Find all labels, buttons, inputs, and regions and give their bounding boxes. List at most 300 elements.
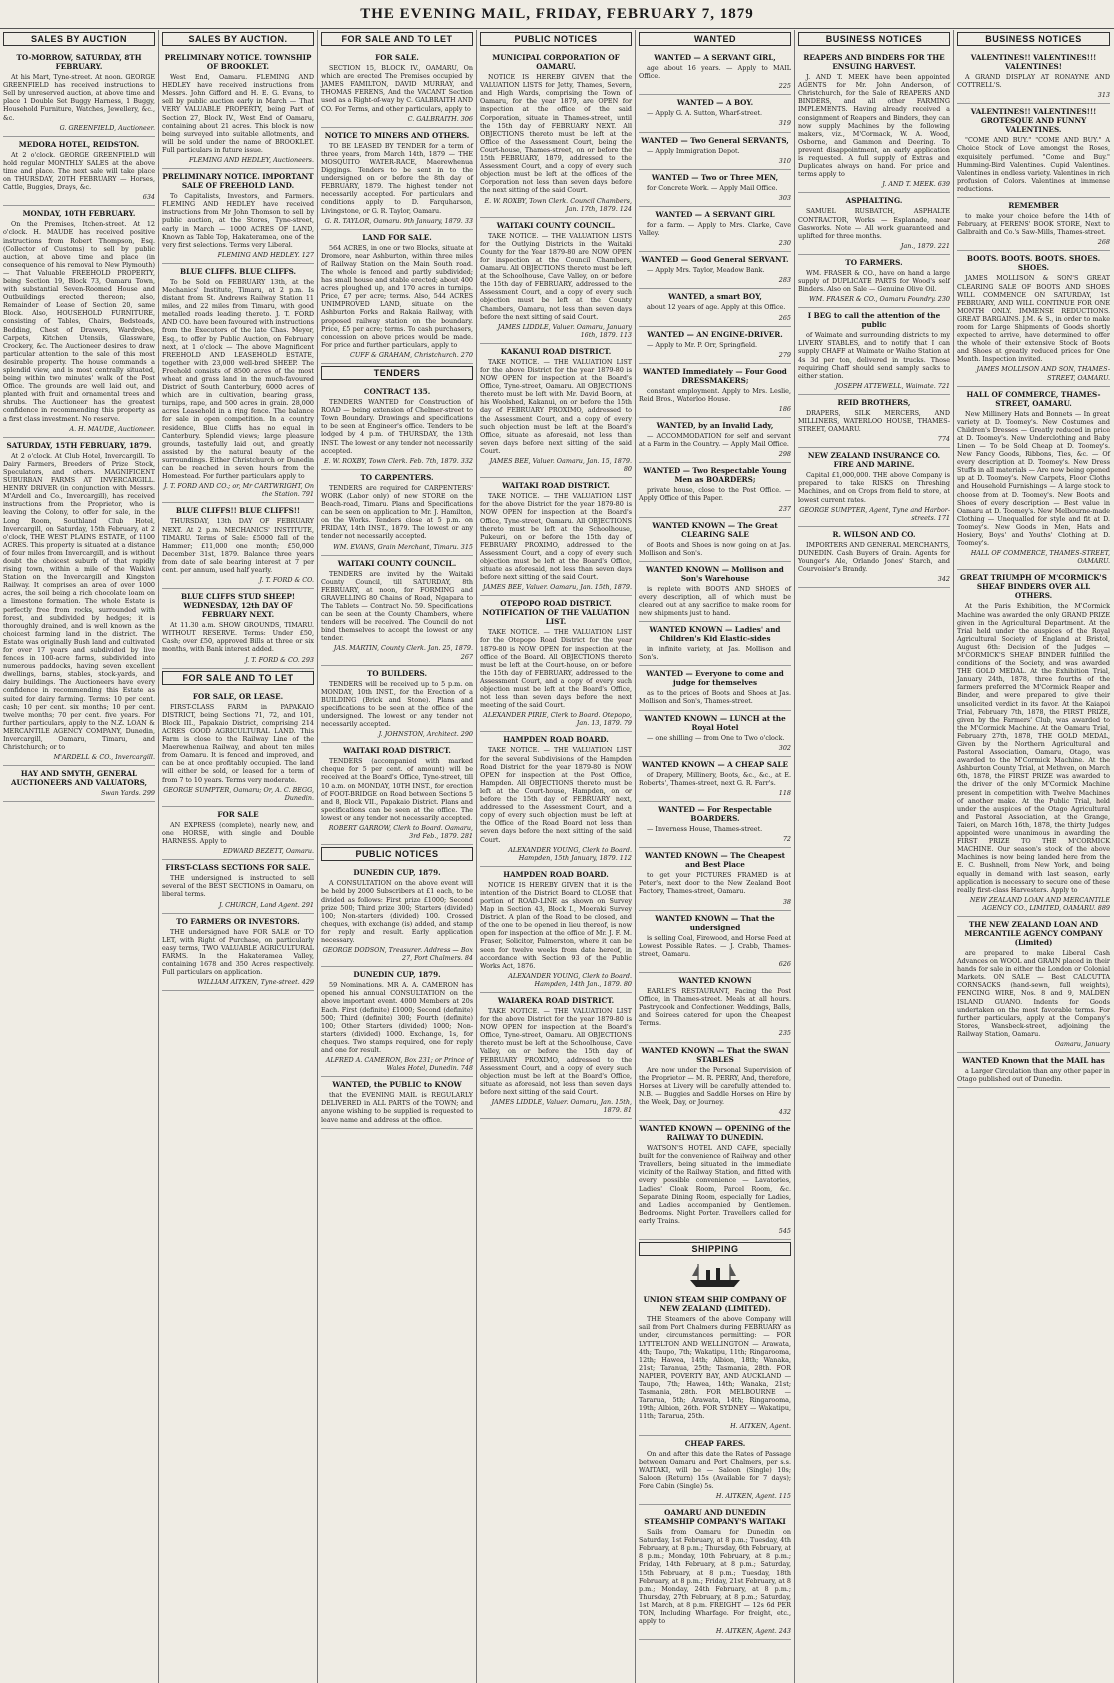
ad-body: EARLE'S RESTAURANT, Facing the Post Office, in Thames-street. Meals at all hours. Pastrycook and Confectioner. Weddings, Balls, and Soirees catered for upon the Cheapest Terms. <box>639 986 791 1028</box>
ad-title: DUNEDIN CUP, 1879. <box>353 970 441 980</box>
ad-title: WANTED KNOWN — LUNCH at the Royal Hotel <box>644 713 786 732</box>
advertisement <box>162 807 314 860</box>
section-header: SALES BY AUCTION <box>3 32 155 46</box>
advertisement <box>3 137 155 207</box>
ad-title: HALL OF COMMERCE, THAMES-STREET, OAMARU. <box>966 389 1101 408</box>
ad-title: TO CARPENTERS. <box>360 472 434 482</box>
ad-title: HAMPDEN ROAD BOARD. <box>503 735 609 745</box>
ad-title: REID BROTHERS, <box>837 397 911 407</box>
ad-signature: E. W. ROXBY, Town Clerk. Council Chambers, Jan. 17th, 1879. 124 <box>484 196 632 213</box>
ad-title: FIRST-CLASS SECTIONS FOR SALE. <box>165 863 311 873</box>
advertisement <box>3 766 155 802</box>
advertisement <box>798 193 950 254</box>
ad-signature: H. AITKEN, Agent. <box>730 1422 791 1431</box>
ad-title: KAKANUI ROAD DISTRICT. <box>500 346 612 356</box>
ad-title: WANTED KNOWN <box>678 975 752 985</box>
ad-body: private house, close to the Post Office. — Apply Office of this Paper. <box>639 486 791 503</box>
ad-body: TENDERS WANTED for Construction of ROAD — being extension of Chelmer-street to Town Boundary. Drawings and specifications to be seen at Engineer's office. Tenders to be lodged by 4 p.m. of THURSDAY, the 13th INST. The lowest or any tender not necessarily accepted. <box>321 398 473 455</box>
advertisement <box>162 169 314 264</box>
ad-body: On and after this date the Rates of Passage between Oamaru and Port Chalmers, per s.s. WAITAKI, will be — Saloon (Single) 10s; Saloon (Return) 15s (Available for 7 days); Fore Cabin (Single) 5s. <box>639 1449 791 1490</box>
ad-body: — Inverness House, Thames-street. <box>647 825 763 834</box>
ad-body: of Boots and Shoes is now going on at Jas. Mollison and Son's. <box>639 540 791 557</box>
ad-title: WAITAKI ROAD DISTRICT. <box>343 746 451 756</box>
ad-signature: FLEMING AND HEDLEY. 127 <box>217 250 314 259</box>
section-header: BUSINESS NOTICES <box>798 32 950 46</box>
ad-title: WANTED — A SERVANT GIRL, <box>654 53 776 63</box>
advertisement <box>321 1077 473 1128</box>
ad-body: TAKE NOTICE. — THE VALUATION LIST for the Otepopo Road District for the year 1879-80 is NOW OPEN for inspection at the office of the Board. All OBJECTIONS thereto must be left at the Court-house, on or before the 15th day of FEBRUARY, addressed to the Assessment Court, and a copy of every such objection must be left at the Board's Office, not less than seven days before the next meeting of the said Court. <box>480 628 632 710</box>
advertisement <box>639 711 791 757</box>
ad-title: BOOTS. BOOTS. BOOTS. SHOES. SHOES. <box>966 254 1101 273</box>
ad-body: as to the prices of Boots and Shoes at Jas. Mollison and Son's, Thames-street. <box>639 689 791 706</box>
ad-body: DRAPERS, SILK MERCERS, AND MILLINERS, WATERLOO HOUSE, THAMES-STREET, OAMARU. <box>798 408 950 434</box>
ad-title: BLUE CLIFFS!! BLUE CLIFFS!! <box>175 506 301 516</box>
ad-body: SECTION 15, BLOCK IV., OAMARU, On which are erected The Premises occupied by JAMES FAMILTON, DAVID MURRAY, and THOMAS FERENS, And the VACANT Section used as a Right-of-way by C. GALBRAITH AND CO. For Terms, and other particulars, apply to <box>321 64 473 113</box>
ad-body: to make your choice before the 14th of February, at FERENS' BOOK STORE, Next to Galbraith and Co.'s Saw-Mills, Thames-street. <box>957 212 1110 237</box>
ad-signature: 279 <box>778 350 791 359</box>
ad-signature: JAS. MARTIN, County Clerk. Jan. 25, 1879. 267 <box>333 644 473 661</box>
advertisement <box>639 562 791 622</box>
ad-title: WANTED — A SERVANT GIRL <box>655 209 775 219</box>
advertisement <box>957 387 1110 571</box>
ad-body: THE Steamers of the above Company will sail from Port Chalmers during FEBRUARY as under, circumstances permitting: — FOR LYTTELTON AND WELLINGTON — Arawata, 4th; Taupo, 7th; Wakatipu, 11th; Ringarooma, 12th; Hawea, 14th; Albion, 18th; Wanaka, 21st; Taranua, 25th; Tasmania, 28th. FOR NAPIER, POVERTY BAY, AND AUCKLAND — Taupo, 7th; Hawea, 14th; Wanaka, 21st; Tasmania, 28th. FOR MELBOURNE — Tararua, 5th; Arawata, 14th; Ringarooma, 19th; Albion, 26th. FOR SYDNEY — Wakatipu, 11th; Tararua, 25th. <box>639 1315 791 1421</box>
steamship-icon <box>686 1260 744 1290</box>
advertisement <box>162 503 314 589</box>
ad-body: to get your PICTURES FRAMED is at Peter's, next door to the New Zealand Boot Factory, Thames-street, Oamaru. <box>639 871 791 896</box>
ad-title: WAITAKI ROAD DISTRICT. <box>502 481 610 491</box>
ad-title: I BEG to call the attention of the public <box>807 311 941 330</box>
advertisement <box>639 911 791 973</box>
advertisement <box>639 133 791 170</box>
ad-title: WANTED — For Respectable BOARDERS. <box>658 805 772 824</box>
ad-body: Sails from Oamaru for Dunedin on Saturday, 1st February, at 8 p.m.; Tuesday, 4th February, at 8 p.m.; Thursday, 6th February, at 8 p.m.; Monday, 10th February, at 8 p.m.; Friday, 14th February, at 8 p.m.; Saturday, 15th February, at 8 p.m.; Tuesday, 18th February, at 8 p.m.; Friday, 21st February, at 8 p.m.; Monday, 24th February, at 8 p.m.; Thursday, 27th February, at 8 p.m.; Saturday, 1st March, at 8 p.m. FREIGHT — 12s 6d PER TON, Including Wharfage. For freight, etc., apply to <box>639 1528 791 1626</box>
ad-signature: WM. FRASER & CO., Oamaru Foundry. 230 <box>809 295 950 304</box>
ad-body: TENDERS (accompanied with marked cheque for 5 per cent. of amount) will be received at the Board's Office, Tyne-street, till 10 a.m. on MONDAY, 10TH INST., for erection of FOOT-BRIDGE on Road between Sections 5 and 8, Block VII., Papakaio District. Plans and specifications can be seen at the office. The lowest or any tender not necessarily accepted. <box>321 757 473 822</box>
ad-title: WANTED KNOWN — The Great CLEARING SALE <box>652 520 778 539</box>
ad-signature: 237 <box>778 504 791 513</box>
ad-title: WANTED, the PUBLIC to KNOW <box>332 1080 462 1090</box>
ad-signature: H. AITKEN, Agent. 115 <box>715 1492 791 1500</box>
ad-body: for Concrete Work. — Apply Mail Office. <box>647 183 778 192</box>
ad-body: J. AND T. MEEK have been appointed AGENTS for Mr. John Anderson, of Christchurch, for the Sale of REAPERS AND BINDERS, and all other FARMING IMPLEMENTS. Having already received a consignment of Reapers and Binders, they can now supply Machines by the following makers, viz., M'Cormack, W. A. Wood, Osborne, and Gammon and Deering. To prevent disappointment, an early application is requested. A full supply of Extras and Duplicates always on hand. For price and terms apply to <box>798 73 950 179</box>
ad-title: OTEPOPO ROAD DISTRICT. NOTIFICATION OF THE VALUATION LIST. <box>482 599 630 627</box>
ad-body: in infinite variety, at Jas. Mollison and Son's. <box>639 645 791 662</box>
ad-signature: JAMES BEE, Valuer. Oamaru, Jan. 15, 1879. 80 <box>489 457 632 474</box>
advertisement <box>957 251 1110 386</box>
ad-signature: ROBERT GARROW, Clerk to Board. Oamaru, 3rd Feb., 1879. 281 <box>328 824 473 841</box>
advertisement <box>321 967 473 1077</box>
ad-body: West End, Oamaru. FLEMING AND HEDLEY have received instructions from Messrs. John Gifford and H. E. G. Evans, to sell by public auction early in March — That VERY VALUABLE PROPERTY, being Part of Section 27, Block IV., West End of Oamaru, containing about 21 acres. This block is now being surveyed into suitable allotments, and will be sold under the name of BROOKLET. Full particulars in future issue. <box>162 73 314 154</box>
advertisement <box>639 289 791 326</box>
ad-signature: A. H. MAUDE, Auctioneer. <box>69 424 155 433</box>
ad-signature: 302 <box>778 743 791 752</box>
advertisement <box>798 255 950 308</box>
ad-body: is replete with BOOTS AND SHOES of every description, all of which must be cleared out at any sacrifice to make room for new shipments just to hand. <box>639 584 791 618</box>
ad-title: HAY AND SMYTH, GENERAL AUCTIONEERS AND VALUATORS, <box>10 769 148 788</box>
ad-signature: 774 <box>937 435 950 444</box>
advertisement <box>480 478 632 596</box>
advertisement <box>480 344 632 478</box>
advertisement <box>321 470 473 556</box>
ad-title: BLUE CLIFFS. BLUE CLIFFS. <box>179 266 297 276</box>
advertisement <box>162 589 314 668</box>
ad-title: MEDORA HOTEL, REIDSTON. <box>18 139 140 149</box>
ad-body: a Larger Circulation than any other paper in Otago published out of Dunedin. <box>957 1067 1110 1084</box>
advertisement <box>639 973 791 1043</box>
ad-title: WANTED — Good General SERVANT. <box>641 255 789 265</box>
ad-title: R. WILSON AND CO. <box>832 529 916 539</box>
ad-title: REMEMBER <box>1008 201 1059 211</box>
ad-title: TO BUILDERS. <box>367 668 427 678</box>
ad-body: TO BE LEASED BY TENDER for a term of three years, from March 14th, 1879 — THE MOSQUITO WATER-RACE, Maerewhenua Diggings. Tenders to be sent in to the undersigned on or before the 8th day of FEBRUARY, 1879. The highest tender not necessarily accepted. For particulars and conditions apply to D. Farquharson, Livingstone, or G. R. Taylor, Oamaru. <box>321 141 473 215</box>
ad-title: FOR SALE <box>217 809 259 819</box>
ad-body: TENDERS are required for CARPENTERS' WORK (Labor only) of new STORE on the Beach-road, Timaru. Plans and Specifications can be seen on application to Mr. J. Hamilton, on the Works. Tenders close at 5 p.m. on FRIDAY, 14th INST., 1879. The lowest or any tender not necessarily accepted. <box>321 483 473 541</box>
ad-signature: JAMES LIDDLE, Valuer. Oamaru, January 16th, 1879. 113 <box>497 322 632 339</box>
ad-body: 59 Nominations. MR A. A. CAMERON has opened his annual CONSULTATION on the above important event. 4000 Members at 20s Each. First (definite) £1000; Second (definite) 500; Third (definite) 300; Fourth (definite) 100; Other Starters (divided) 1000; Non-starters (divided) 1000. Exchange, 1s, for cheques. Two stamps required, one for reply and one for result. <box>321 981 473 1054</box>
section-header: SHIPPING <box>639 1242 791 1256</box>
ad-title: WANTED — Two General SERVANTS, <box>641 135 789 145</box>
ad-body: is selling Coal, Firewood, and Horse Feed at Lowest Possible Rates. — J. Crabb, Thames-street, Oamaru. <box>639 933 791 958</box>
ad-title: ASPHALTING. <box>845 196 903 206</box>
column-3 <box>318 30 477 1683</box>
ad-body: age about 16 years. — Apply to MAIL Office. <box>639 64 791 81</box>
advertisement <box>3 50 155 137</box>
column-1 <box>0 30 159 1683</box>
ad-body: At 2 o'clock. At Club Hotel, Invercargill. To Dairy Farmers, Breeders of Prize Stock, Speculators, and others. MAGNIFICENT SUBURBAN FARMS AT INVERCARGILL. HENRY DRIVER (in conjunction with Messrs. M'Ardell and Co., Invercargill), has received instructions from the Proprietor, who is leaving the Colony, to offer for sale, in the Long Room, Southland Club Hotel, Invercargill, on Saturday, 15th February, at 2 o'clock, THE WEST PLAINS ESTATE, of 1100 ACRES. This property is situated at a distance of four miles from Invercargill, and is without doubt the choicest suburb of that rapidly rising town, within a mile of the Waikiwi Station on the Invercargill and Kingston Railway. It comprises an area of over 1000 acres, the soil being a rich chocolate loam on a limestone formation. The whole Estate is perfectly free from rocks, surrounded with forest, and subdivided by hedges; it is thoroughly drained, and is well known as the choicest farming land in the district. The Estate was originally Bush land and cultivated for over 17 years and subdivided by live fences in 100-acre farms, subdivided into numerous paddocks, having seven excellent dwellings, barns, stables, stock-yards, and dairy buildings. The Auctioneers have every confidence in recommending this Estate as suited for dairy farming. Terms: 10 per cent. cash; 10 per cent. six months; 10 per cent. twelve months; 70 per cent. five years. For further particulars, apply to the N.Z. LOAN & MERCANTILE AGENCY COMPANY, Dunedin, Invercargill, Oamaru, Timaru, and Christchurch; or to <box>3 451 155 752</box>
ad-title: WANTED KNOWN — OPENING of the RAILWAY TO DUNEDIN. <box>639 1124 791 1143</box>
ad-title: WAITAKI COUNTY COUNCIL. <box>337 558 457 568</box>
advertisement <box>639 1505 791 1640</box>
column-7 <box>954 30 1113 1683</box>
ad-signature: 118 <box>778 788 791 797</box>
section-header: TENDERS <box>321 366 473 380</box>
ad-signature: WILLIAM AITKEN, Tyne-street. 429 <box>197 978 314 987</box>
ad-signature: EDWARD BEZETT, Oamaru. <box>223 847 314 856</box>
ad-signature: WM. EVANS, Grain Merchant, Timaru. 315 <box>333 542 473 551</box>
ad-body: At his Mart, Tyne-street. At noon. GEORGE GREENFIELD has received instructions to Sell by unreserved auction, at above time and place 1 Double Set Buggy Harness, 1 Buggy, Household Furniture, Watches, Jewellery, &c., &c. <box>3 73 155 122</box>
masthead: THE EVENING MAIL, FRIDAY, FEBRUARY 7, 1879 <box>0 0 1114 29</box>
ad-title: WANTED, a smart BOY, <box>668 292 762 302</box>
column-5 <box>636 30 795 1683</box>
advertisement <box>798 527 950 588</box>
advertisement <box>480 993 632 1119</box>
advertisement <box>480 596 632 732</box>
ad-signature: 298 <box>778 450 791 459</box>
ad-signature: E. W. ROXBY, Town Clerk. Feb. 7th, 1879. 332 <box>323 456 473 465</box>
ad-signature: 310 <box>778 156 791 165</box>
ad-signature: 545 <box>778 1227 791 1236</box>
ad-title: WANTED Known that the MAIL has <box>962 1056 1105 1066</box>
ad-title: TO FARMERS OR INVESTORS. <box>176 916 300 926</box>
ad-signature: 313 <box>1097 91 1110 100</box>
advertisement <box>3 438 155 767</box>
advertisement <box>480 732 632 866</box>
ad-title: WANTED KNOWN — Mollison and Son's Warehouse <box>646 564 784 583</box>
ad-body: WATSON'S HOTEL AND CAFE, specially built for the convenience of Railway and other Travellers, being situated in the immediate vicinity of the Railway Station, and fitted with every possible convenience — Lavatories, Ladies' Cloak Room, Parcel Room, &c. Separate Dining Room, especially for Ladies, and Ladies accompanied by Gentlemen. Bedrooms. Night Porter. Travellers called for early Trains. <box>639 1144 791 1225</box>
ad-body: of Waimate and surrounding districts to my LIVERY STABLES, and to notify that I can supply CHAFF at Waimate or Waiho Station at 4s 3d per ton, delivered in trucks. Those requiring Chaff should send samply sacks to either station. <box>798 331 950 380</box>
ad-signature: J. AND T. MEEK. 639 <box>882 180 950 189</box>
column-4 <box>477 30 636 1683</box>
ad-title: HAMPDEN ROAD BOARD. <box>503 869 609 879</box>
ad-signature: ALEXANDER PIRIE, Clerk to Board. Otepopo, Jan. 13, 1879. 79 <box>483 711 632 728</box>
ad-body: Are now under the Personal Supervision of the Proprietor — M. R. PERRY, And, therefore, Horses at Livery will be carefully attended to. N.B. — Buggies and Saddle Horses on Hire by the Week, Day, or Journey. <box>639 1065 791 1106</box>
ad-body: constant employment. Apply to Mrs. Leslie, Reid Bros., Waterloo House. <box>639 386 791 403</box>
ad-body: — ACCOMMODATION for self and servant at a Farm in the Country. — Apply Mail Office. <box>639 432 791 449</box>
ad-title: WAITAKI COUNTY COUNCIL. <box>496 220 616 230</box>
ad-title: WANTED, by an Invalid Lady, <box>656 421 774 431</box>
ad-body: 564 ACRES, in one or two Blocks, situate at Dromore, near Ashburton, within three miles of Railway Station on the Main South road. The whole is fenced and partly subdivided; has small house and stable erected; about 400 acres ploughed up, and 170 acres in turnips. Price, £7 per acre; terms. Also, 544 ACRES UNIMPROVED LAND, situate on the Ashburton Forks and Rakaia Railway, with proposed railway station on the boundary. Price, £5 per acre; terms. To cash purchasers, concession on above prices would be made. For price and further particulars, apply to <box>321 243 473 349</box>
ad-body: — one shilling — from One to Two o'clock. <box>647 733 785 742</box>
ad-title: WANTED KNOWN — That the undersigned <box>655 913 775 932</box>
section-header: PUBLIC NOTICES <box>480 32 632 46</box>
advertisement <box>639 848 791 910</box>
ad-body: A CONSULTATION on the above event will be held by 2000 Subscribers at £1 each, to be divided as follows: First prize £1000; Second prize 500; Third prize 300; Starters (divided) 100; Non-starters (divided) 100. Crossed cheques, with exchange (is) added, and stamp for reply and result. Early application necessary. <box>321 879 473 944</box>
advertisement <box>639 50 791 95</box>
ad-title: BLUE CLIFFS STUD SHEEP! WEDNESDAY, 12th DAY OF FEBRUARY NEXT. <box>180 592 296 620</box>
advertisement <box>321 230 473 364</box>
ad-title: OAMARU AND DUNEDIN STEAMSHIP COMPANY'S WAITAKI <box>644 1508 786 1527</box>
ad-body: of Drapery, Millinery, Boots, &c., &c., at E. Roberts', Thames-street, next G. R. Farr's. <box>639 770 791 787</box>
ad-body: SAMUEL RUSBATCH, ASPHALTE CONTRACTOR, Works — Esplanade, near Gasworks. Note — All work guaranteed and uplifted for three months. <box>798 207 950 240</box>
ad-title: VALENTINES!! VALENTINES!!! VALENTINES! <box>970 53 1097 72</box>
ad-signature: 235 <box>778 1029 791 1038</box>
advertisement <box>639 207 791 252</box>
ad-signature: GEORGE DODSON, Treasurer. Address — Box 27, Port Chalmers. 84 <box>322 946 473 963</box>
advertisement <box>321 384 473 470</box>
advertisement <box>162 914 314 992</box>
ad-title: TO FARMERS. <box>845 257 903 267</box>
advertisement <box>798 395 950 448</box>
advertisement <box>639 252 791 289</box>
ad-title: DUNEDIN CUP, 1879. <box>353 868 441 878</box>
advertisement <box>639 757 791 802</box>
ad-signature: GEORGE SUMPTER, Oamaru; Or, A. C. BEGG, Dunedin. <box>163 785 314 802</box>
ad-signature: 268 <box>1097 238 1110 247</box>
ad-body: TAKE NOTICE. — THE VALUATION LIST for the above District for the year 1879-80 is NOW OPEN for inspection at the Board's Office, Tyne-street, Oamaru. All OBJECTIONS thereto must be left at the Schoolhouse, Pukeuri, on or before the 15th day of FEBRUARY PROXIMO, addressed to the Assessment Court, and a copy of every such objection must be left at the Board's Office, situate as aforesaid, not less than seven days before next sitting of the said Court. <box>480 492 632 582</box>
ad-signature: 72 <box>782 835 791 844</box>
section-header: SALES BY AUCTION. <box>162 32 314 46</box>
ad-body: TENDERS will be received up to 5 p.m. on MONDAY, 10th INST., for the Erection of a BUILDING (Brick and Stone). Plans and specifications to be seen at the office of the undersigned. The lowest or any tender not necessarily accepted. <box>321 679 473 729</box>
ad-signature: 319 <box>778 119 791 128</box>
column-6 <box>795 30 954 1683</box>
ad-body: To Capitalists, Investors, and Farmers. FLEMING AND HEDLEY have received instructions from Mr John Thomson to sell by public auction, at the Stores, Tyne-street, early in March — 1000 ACRES OF LAND, Known as Table Top, Hakateramea, one of the very first selections. Terms very Liberal. <box>162 192 314 249</box>
ad-body: THE undersigned is instructed to sell several of the BEST SECTIONS in Oamaru, on liberal terms. <box>162 874 314 899</box>
advertisement <box>480 218 632 344</box>
advertisement <box>798 50 950 193</box>
advertisement <box>480 867 632 993</box>
ad-title: LAND FOR SALE. <box>362 232 432 242</box>
ad-title: UNION STEAM SHIP COMPANY OF NEW ZEALAND (LIMITED). <box>643 1295 787 1314</box>
advertisement <box>798 308 950 395</box>
section-header: WANTED <box>639 32 791 46</box>
ad-title: WANTED — A BOY. <box>676 98 754 108</box>
ad-signature: 225 <box>778 82 791 91</box>
ad-signature: 342 <box>937 575 950 584</box>
advertisement <box>639 418 791 463</box>
ad-signature: Swan Yards. 299 <box>100 789 155 798</box>
ad-title: WANTED — AN ENGINE-DRIVER. <box>647 329 783 339</box>
ad-signature: FLEMING AND HEDLEY, Auctioneers. <box>188 156 314 165</box>
ad-body: TAKE NOTICE. — THE VALUATION LIST for the several Subdivisions of the Hampden Road District for the year 1879-80 is NOW OPEN for inspection at the Post Office, Hampden. All OBJECTIONS thereto must be left at the Court-house, Hampden, on or before the 15th day of FEBRUARY next, addressed to the Assessment Court, and a copy of every such objection must be left at the Office of the Road Board not less than seven days before the next sitting of the said Court. <box>480 746 632 844</box>
ad-body: AN EXPRESS (complete), nearly new, and one HORSE, with single and Double HARNESS. Apply to <box>162 820 314 846</box>
ad-title: MUNICIPAL CORPORATION OF OAMARU. <box>492 53 620 72</box>
advertisement <box>162 689 314 807</box>
ad-signature: C. GALBRAITH. 306 <box>407 114 473 123</box>
ad-signature: Oamaru, January <box>1054 1040 1110 1048</box>
ad-title: WANTED KNOWN — Ladies' and Children's Kid Elastic-sides <box>649 625 781 644</box>
ad-signature: ALEXANDER YOUNG, Clerk to Board. Hampden, 14th Jan., 1879. 80 <box>508 971 632 988</box>
ad-title: GREAT TRIUMPH OF M'CORMICK'S SHEAF BINDERS OVER ALL OTHERS. <box>960 573 1107 601</box>
ad-title: WANTED KNOWN — A CHEAP SALE <box>641 759 789 769</box>
advertisement <box>957 1053 1110 1088</box>
advertisement <box>3 206 155 437</box>
advertisement <box>321 743 473 845</box>
advertisement <box>957 198 1110 251</box>
ad-signature: 38 <box>782 897 791 906</box>
advertisement <box>639 802 791 848</box>
ad-signature: JOSEPH ATTEWELL, Waimate. 721 <box>835 381 950 390</box>
ad-signature: JAMES BEE, Valuer. Oamaru, Jan. 15th, 1879. <box>483 583 632 592</box>
columns-container <box>0 30 1114 1683</box>
ad-signature: NEW ZEALAND LOAN AND MERCANTILE AGENCY CO., LIMITED, OAMARU. 889 <box>969 895 1110 912</box>
ad-signature: 283 <box>778 276 791 285</box>
ad-signature: HALL OF COMMERCE, THAMES-STREET, OAMARU. <box>970 549 1110 566</box>
ad-body: TENDERS are invited by the Waitaki County Council, till SATURDAY, 8th FEBRUARY, at noon, for FORMING and GRAVELLING 80 Chains of Road, Ngapara to The Tablets — Contract No. 59. Specifications can be seen at the County Chambers, where tenders will be received. The Council do not bind themselves to accept the lowest or any tender. <box>321 569 473 643</box>
ad-title: WANTED — Two or Three MEN, <box>651 172 779 182</box>
ad-signature: ALEXANDER YOUNG, Clerk to Board. Hampden, 15th January, 1879. 112 <box>508 845 632 862</box>
ad-body: are prepared to make Liberal Cash Advances on WOOL and GRAIN placed in their hands for sale in either the London or Colonial Markets. ON SALE — Best CALCUTTA CORNSACKS (hand-sewn, full weights), FENCING WIRE, Nos. 8 and 9, MALDEN ISLAND GUANO. Indents for Goods undertaken on the most favorable terms. For further particulars, apply at the Company's Stores, Wansbeck-street, adjoining the Railway Station, Oamaru. <box>957 948 1110 1038</box>
ad-body: — Apply G. A. Sutton, Wharf-street. <box>647 109 763 118</box>
ad-signature: JAMES MOLLISON AND SON, THAMES-STREET, OAMARU. <box>976 365 1110 382</box>
ad-title: PRELIMINARY NOTICE. IMPORTANT SALE OF FREEHOLD LAND. <box>162 172 314 191</box>
ad-signature: G. R. TAYLOR, Oamaru. 9th January, 1879. 33 <box>324 216 473 225</box>
ad-signature: J. T. FORD AND CO.; or, Mr CARTWRIGHT, On the Station. 791 <box>163 482 314 499</box>
ad-body: A GRAND DISPLAY AT RONAYNE AND COTTRELL'S. <box>957 73 1110 90</box>
advertisement <box>639 1121 791 1240</box>
column-2 <box>159 30 318 1683</box>
ad-body: "COME AND BUY." "COME AND BUY." A Choice Stock of Love amongst the Roses, exquisitely perfumed. "Come and Buy." Humming-Bird Valentines. Cupid Valentines. Valentines in endless variety. Valentines in rich profusion of Colors. Valentines at immense reductions. <box>957 136 1110 193</box>
ad-signature: J. T. FORD & CO. <box>259 576 314 585</box>
ad-signature: JAMES LIDDLE, Valuer. Oamaru, Jan. 15th, 1879. 81 <box>491 1098 632 1115</box>
ad-body: FIRST-CLASS FARM in PAPAKAIO DISTRICT, being Sections 71, 72, and 101, Block III., Papakaio District, comprising 214 ACRES GOOD AGRICULTURAL LAND. This Farm is close to the Railway Line of the Maerewhenua Railway, and about ten miles from Oamaru. It is fenced and improved, and can be at once profitably occupied. The land will either be sold, or leased for a term of from 7 to 10 years. Terms very moderate. <box>162 702 314 784</box>
ad-signature: 265 <box>778 313 791 322</box>
ad-signature: J. CHURCH, Land Agent. 291 <box>218 900 314 909</box>
advertisement <box>639 364 791 418</box>
advertisement <box>321 865 473 967</box>
ad-body: TAKE NOTICE. — THE VALUATION LISTS for the Outlying Districts in the Waitaki County for the Year 1879-80 are NOW OPEN for inspection at the Council Chambers, Oamaru. All OBJECTIONS thereto must be left at the Schoolhouse, Cave Valley, on or before the 15th day of FEBRUARY, addressed to the Assessment Court, and a copy of every such objection must be left at the County Chambers, Oamaru, not less than seven days before the next sitting of said Court. <box>480 231 632 321</box>
ad-signature: 626 <box>778 959 791 968</box>
ad-body: for a farm. — Apply to Mrs. Clarke, Cave Valley. <box>639 220 791 238</box>
ad-signature: G. GREENFIELD, Auctioneer. <box>59 123 155 132</box>
ad-body: At 2 o'clock. GEORGE GREENFIELD will hold regular MONTHLY SALES at the above time and place. The next sale will take place on THURSDAY, 20TH FEBRUARY — Horses, Cattle, Buggies, Drays, &c. <box>3 150 155 192</box>
section-header: FOR SALE AND TO LET <box>162 671 314 685</box>
advertisement <box>639 95 791 132</box>
ad-title: WANTED — Everyone to come and judge for themselves <box>646 669 784 688</box>
ad-title: WANTED KNOWN — That the SWAN STABLES <box>641 1045 789 1064</box>
ad-signature: Jan., 1879. 221 <box>900 241 950 250</box>
ad-body: TAKE NOTICE. — THE VALUATION LIST for the above District for the year 1879-80 is NOW OPEN for inspection at the Board's Office, Tyne-street, Oamaru. All OBJECTIONS thereto must be left at the Schoolhouse, Cave Valley, on or before the 15th day of FEBRUARY PROXIMO, addressed to the Assessment Court, and a copy of every such objection must be left at the Board's Office, situate as aforesaid, not less than seven days before next sitting of the said Court. <box>480 1007 632 1096</box>
ad-body: New Millinery Hats and Bonnets — In great variety at D. Toomey's. New Costumes and Children's Dresses — Greatly reduced in price at D. Toomey's. New Underclothing and Baby Linen — To be Sold Cheap at D. Toomey's. New Fancy Goods, Ribbons, Ties, &c. — Of every description at D. Toomey's. New Dress Stuffs in all materials — Are now being opened up at D. Toomey's. New Carpets, Floor Cloths and Household Furnishings — A large stock to choose from at D. Toomey's. New Boots and Shoes of every description — Best value in Oamaru at D. Toomey's. New Melbourne-made Clothing — Unequalled for style and fit at D. Toomey's. New Goods in Men, Hats and Hosiery, Boys' and Youths' Clothing at D. Toomey's. <box>957 409 1110 548</box>
ad-body: To be Sold on FEBRUARY 13th, at the Mechanics' Institute, Timaru, at 2 p.m. Is distant from St. Andrews Railway Station 11 miles, and 22 miles from Timaru, with good metalled roads leading thereto. J. T. FORD AND CO. have been favoured with instructions from the Executors of the late Chas. Meyer, Esq., to offer by Public Auction, on February next, at 1 o'clock — The above Magnificent FREEHOLD AND LEASEHOLD ESTATE, together with 23,000 well-bred SHEEP. The Freehold consists of 8500 acres of the most wheat and grass land in the much-favoured District of South Canterbury, 6000 acres of which are in cultivation, bearing grass, turnips, rape, and 500 acres in grain. 28,000 acres Leasehold in a ring fence. The balance for sale in open competition. In a country residence, Blue Cliffs has no equal in Canterbury. Splendid views; large pleasure grounds, tastefully laid out, and greatly assisted by the natural beauty of the surroundings. Either Christchurch or Dunedin can be reached in seven hours from the Homestead. For further particulars apply to <box>162 277 314 481</box>
advertisement <box>639 1436 791 1506</box>
advertisement <box>162 50 314 169</box>
ad-title: REAPERS AND BINDERS FOR THE ENSUING HARVEST. <box>803 53 945 72</box>
ad-title: WAIAREKA ROAD DISTRICT. <box>497 996 615 1005</box>
ad-body: THE undersigned have FOR SALE or TO LET, with Right of Purchase, on particularly easy terms, TWO VALUABLE AGRICULTURAL FARMS. In the Hakateramea Valley, containing 1678 and 350 Acres respectively. Full particulars on application. <box>162 927 314 977</box>
ad-body: NOTICE IS HEREBY GIVEN that the VALUATION LISTS for Jetty, Thames, Severn, and High Wards, comprising the Town of Oamaru, for the year 1879, are OPEN for inspection at the office of the said Corporation, situate in Thames-street, until the 15th day of FEBRUARY NEXT. All OBJECTIONS thereto must be left at the Office of the Assessment Court, being the Court-house, Thames-street, on or before the 15th FEBRUARY, 1879, addressed to the Assessment Court, and a copy of every such objection must be left at the offices of the Corporation not less than seven days before the next sitting of the said Court. <box>480 73 632 195</box>
ad-signature: 634 <box>142 193 155 202</box>
advertisement <box>639 1043 791 1122</box>
advertisement <box>957 104 1110 198</box>
advertisement <box>162 264 314 504</box>
section-header: PUBLIC NOTICES <box>321 847 473 861</box>
advertisement <box>639 1292 791 1435</box>
ad-title: THE NEW ZEALAND LOAN AND MERCANTILE AGENCY COMPANY (Limited) <box>964 919 1103 947</box>
advertisement <box>957 50 1110 104</box>
advertisement <box>639 463 791 517</box>
advertisement <box>639 170 791 207</box>
ad-signature: 432 <box>778 1108 791 1116</box>
ad-title: CONTRACT 135. <box>363 387 431 397</box>
ad-title: TO-MORROW, SATURDAY, 8TH FEBRUARY. <box>16 53 142 72</box>
ad-body: TAKE NOTICE. — THE VALUATION LIST for the above District for the year 1879-80 is NOW OPEN for inspection at the Board's Office, Tyne-street, Oamaru. All OBJECTIONS thereto must be left with Mr. David Boorn, at his Woolshed, Kakanui, on or before the 15th day of FEBRUARY PROXIMO, addressed to the Assessment Court, and a copy of every such objection must be left at the Board's Office, situate as aforesaid, not less than seven days before next sitting of the said Court. <box>480 357 632 455</box>
ad-signature: H. AITKEN, Agent. 243 <box>715 1627 791 1636</box>
ad-title: PRELIMINARY NOTICE. TOWNSHIP OF BROOKLET. <box>164 53 312 72</box>
ad-body: IMPORTERS AND GENERAL MERCHANTS, DUNEDIN. Cash Buyers of Grain. Agents for Younger's Ale, Orlando Jones' Starch, and Courvoisier's Brandy. <box>798 540 950 574</box>
advertisement <box>639 518 791 562</box>
ad-signature: M'ARDELL & CO., Invercargill. <box>53 753 155 762</box>
advertisement <box>321 556 473 666</box>
ad-signature: 186 <box>778 404 791 413</box>
ad-body: On the Premises, Itchen-street. At 12 o'clock. H. MAUDE has received positive instructions from Robert Thompson, Esq. (Collector of Customs) to sell by public auction, at above time and place (in consequence of his removal to New Plymouth) — That Valuable FREEHOLD PROPERTY, being Section 19, Block 73, Oamaru Town, with substantial Seven-Roomed House and Outbuildings erected thereon; also, Remainder of Lease of Section 20, same Block. Also, HOUSEHOLD FURNITURE, consisting of Tables, Chairs, Bedsteads, Bedding, Chest of Drawers, Wardrobes, Carpets, Kitchen Utensils, Glassware, Crockery, &c. The Auctioneer desires to draw particular attention to the sale of this most desirable property. The house commands a splendid view, and is most centrally situated, being within two minutes' walk of the Post Office. The grounds are well laid out, and planted with fruit and ornamental trees and shrubs. The Auctioneer has the greatest confidence in recommending this property as a first class investment. No reserve. <box>3 220 155 423</box>
ad-title: SATURDAY, 15TH FEBRUARY, 1879. <box>6 440 152 450</box>
ad-title: FOR SALE. <box>375 53 419 63</box>
ad-title: WANTED KNOWN — The Cheapest and Best Place <box>644 851 786 870</box>
ad-body: — Apply Mrs. Taylor, Meadow Bank. <box>647 266 765 275</box>
advertisement <box>639 666 791 710</box>
ad-body: JAMES MOLLISON & SON'S GREAT CLEARING SALE OF BOOTS AND SHOES WILL COMMENCE ON SATURDAY, 1st FEBRUARY, AND WILL CONTINUE FOR ONE MONTH ONLY. IMMENSE REDUCTIONS. GREAT BARGAINS. J.M. & S., in order to make room for Large Shipments of Goods shortly expected to arrive, have determined to offer the whole of their extensive Stock of Boots and Shoes at greatly reduced prices for One Month. Inspection invited. <box>957 274 1110 364</box>
advertisement <box>957 917 1110 1053</box>
advertisement <box>480 50 632 218</box>
ad-title: VALENTINES!! VALENTINES!!! GROTESQUE AND FUNNY VALENTINES. <box>970 107 1097 135</box>
advertisement <box>639 327 791 364</box>
ad-signature: 303 <box>778 193 791 202</box>
advertisement <box>321 666 473 744</box>
ad-title: NEW ZEALAND INSURANCE CO. FIRE AND MARINE. <box>807 451 941 470</box>
ad-title: NOTICE TO MINERS AND OTHERS. <box>324 130 470 140</box>
ad-body: — Apply to Mr. P. Orr, Springfield. <box>647 340 758 349</box>
ad-title: CHEAP FARES. <box>684 1438 746 1448</box>
advertisement <box>162 860 314 913</box>
section-header: BUSINESS NOTICES <box>957 32 1110 46</box>
advertisement <box>321 128 473 230</box>
ad-title: WANTED Immediately — Four Good DRESSMAKERS; <box>643 366 787 385</box>
ad-body: At the Paris Exhibition, the M'Cormick Machine was awarded the only GRAND PRIZE given in the Agricultural Department. At the Trial held under the auspices of the Royal Agricultural Society of England at Bristol, August 6th: Decision of the Judges — M'CORMICK'S SHEAF BINDER fulfilled the conditions of the Society, and was awarded THE GOLD MEDAL. At the Exhibition Trial, January 24th, 1878, three fourths of the farmers preferred the M'Cormick Reaper and Binder, and were prepared to give their unsolicited verdict in its favor. At the Kaiapoi Trial, February 7th, 1878, the FIRST PRIZE, given by the Farmers' Club, was awarded to the M'Cormick Machine. At the Oamaru Trial, February 27th, 1878, THE GOLD MEDAL, Given by the Northern Agricultural and Pastoral Association, Oamaru, Otago, was awarded to the M'Cormick Machine. At the Ashburton County Trial, at Methven, on March 6th, 1878, the FIRST PRIZE was awarded to the driver of the only M'Cormick Machine present in competition with Twelve Machines of another make. At the Public Trial, held under the auspices of the Otago Agricultural and Pastoral Association, at the Grange, Taieri, on March 16th, 1878, the thirty Judges appointed were unanimous in awarding the FIRST PRIZE TO THE M'CORMICK MACHINE. Our season's stock of the above Machines is now being landed here from the E. C. Bushnell, from New York, and being equally in demand with last season, early application is necessary to secure one of these really first-class Harvesters. Apply to <box>957 602 1110 894</box>
ad-signature: CUFF & GRAHAM, Christchurch. 270 <box>350 350 473 359</box>
advertisement <box>639 622 791 666</box>
ad-signature: 230 <box>778 239 791 248</box>
ad-body: WM. FRASER & CO., have on hand a large supply of DUPLICATE PARTS for Wood's self Binders. Also on Sale — Genuine Olive Oil. <box>798 268 950 294</box>
ad-body: At 11.30 a.m. SHOW GROUNDS, TIMARU. WITHOUT RESERVE. Terms: Under £50, Cash; over £50, approved Bills at three or six months, with Bank interest added. <box>162 621 314 654</box>
ad-body: NOTICE IS HEREBY GIVEN that it is the intention of the District Board to CLOSE that portion of ROAD-LINE as shown on Survey Map in Section 43, Block I., Moeraki Survey District. A plan of the Road to be closed, and of the one to be opened in lieu thereof, is now open for inspection at the office of Mr. J. F. M. Fraser, Solicitor, Palmerston, where it can be seen for twelve weeks from date hereof, in accordance with Section 93 of the Public Works Act, 1876. <box>480 880 632 970</box>
ad-body: — Apply Immigration Depot. <box>647 146 740 155</box>
ad-title: FOR SALE, OR LEASE. <box>192 691 284 701</box>
ad-body: THURSDAY, 13th DAY OF FEBRUARY NEXT. At 2 p.m. MECHANICS' INSTITUTE, TIMARU. Terms of Sale: £5000 fall of the Hammer; £11,000 one month; £50,000 December 31st, 1879. Balance three years from date of sale bearing interest at 7 per cent. per annum, used half yearly. <box>162 517 314 574</box>
ad-signature: GEORGE SUMPTER, Agent, Tyne and Harbor-streets. 171 <box>799 505 950 522</box>
advertisement <box>321 50 473 128</box>
advertisement <box>957 570 1110 917</box>
ad-signature: J. JOHNSTON, Architect. 290 <box>378 730 473 739</box>
